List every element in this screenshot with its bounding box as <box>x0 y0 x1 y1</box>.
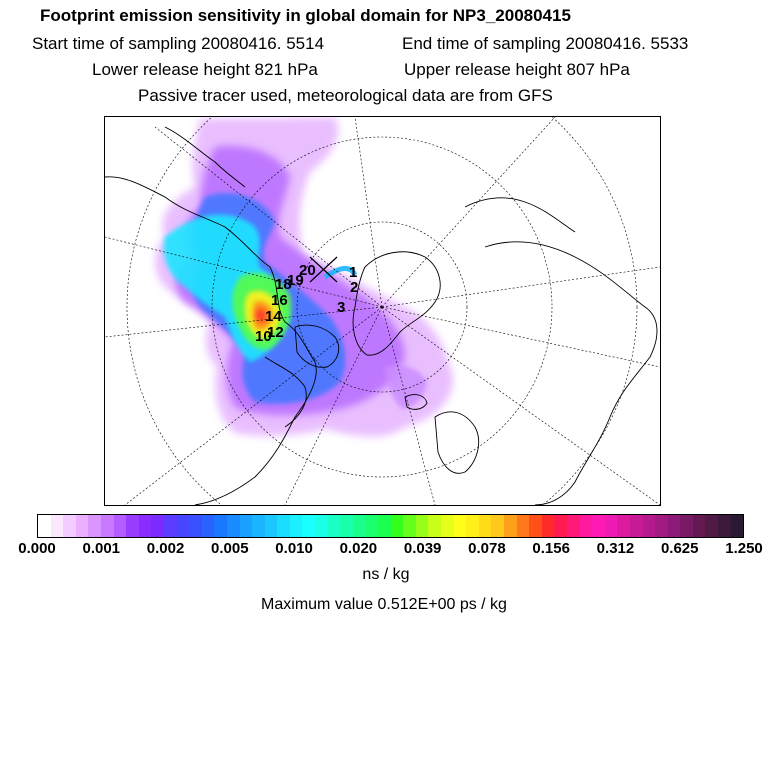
colorbar-swatch <box>76 515 89 537</box>
colorbar-swatch <box>378 515 391 537</box>
trajectory-label-3: 3 <box>337 299 346 316</box>
colorbar-unit-label: ns / kg <box>362 566 410 583</box>
map-panel <box>104 116 661 506</box>
colorbar-swatch <box>240 515 253 537</box>
colorbar-swatch <box>164 515 177 537</box>
colorbar-swatch <box>302 515 315 537</box>
colorbar-swatch <box>731 515 744 537</box>
maximum-value-label: Maximum value 0.512E+00 ps / kg <box>261 596 507 613</box>
colorbar-swatch <box>315 515 328 537</box>
colorbar-swatch <box>365 515 378 537</box>
colorbar-swatch <box>605 515 618 537</box>
coastline-siberia <box>465 198 575 232</box>
trajectory-label-18: 18 <box>275 276 292 293</box>
start-time-label: Start time of sampling 20080416. 5514 <box>32 34 325 53</box>
colorbar-tick-label: 0.078 <box>468 540 506 557</box>
colorbar-swatch <box>479 515 492 537</box>
colorbar-swatch <box>189 515 202 537</box>
colorbar-swatch <box>592 515 605 537</box>
map-title: Footprint emission sensitivity in global domain for NP3_20080415 <box>40 6 571 25</box>
colorbar-swatch <box>680 515 693 537</box>
colorbar-swatch <box>151 515 164 537</box>
colorbar-swatch <box>340 515 353 537</box>
colorbar-swatch <box>542 515 555 537</box>
colorbar-swatch <box>51 515 64 537</box>
colorbar-swatch <box>391 515 404 537</box>
colorbar-swatch <box>441 515 454 537</box>
upper-release-height-label: Upper release height 807 hPa <box>404 60 630 79</box>
colorbar <box>37 514 744 538</box>
trajectory-label-2: 2 <box>350 279 359 296</box>
colorbar-swatch <box>643 515 656 537</box>
colorbar-tick-label: 0.010 <box>275 540 313 557</box>
colorbar-swatch <box>504 515 517 537</box>
colorbar-tick-label: 0.625 <box>660 540 699 557</box>
colorbar-swatch <box>38 515 51 537</box>
trajectory-label-1: 1 <box>349 264 358 281</box>
trajectory-label-10: 10 <box>255 328 272 345</box>
meridian-line <box>355 117 382 307</box>
colorbar-swatch <box>277 515 290 537</box>
colorbar-swatch <box>517 515 530 537</box>
colorbar-swatch <box>416 515 429 537</box>
colorbar-swatch <box>693 515 706 537</box>
colorbar-swatch <box>630 515 643 537</box>
colorbar-tick-label: 0.001 <box>82 540 121 557</box>
colorbar-swatch <box>668 515 681 537</box>
colorbar-swatch <box>126 515 139 537</box>
trajectory-label-20: 20 <box>299 262 316 279</box>
trajectory-label-14: 14 <box>265 308 282 325</box>
colorbar-swatch <box>617 515 630 537</box>
colorbar-tick-label: 0.039 <box>403 540 442 557</box>
colorbar-swatch <box>718 515 731 537</box>
colorbar-tick-label: 0.312 <box>596 540 635 557</box>
colorbar-tick-label: 0.020 <box>339 540 378 557</box>
colorbar-swatch <box>328 515 341 537</box>
colorbar-swatch <box>252 515 265 537</box>
colorbar-swatch <box>63 515 76 537</box>
colorbar-swatch <box>529 515 542 537</box>
colorbar-tick-label: 1.250 <box>725 540 763 557</box>
colorbar-swatch <box>227 515 240 537</box>
colorbar-swatch <box>265 515 278 537</box>
coastline-scandinavia <box>435 412 479 474</box>
colorbar-swatch <box>101 515 114 537</box>
colorbar-swatch <box>580 515 593 537</box>
colorbar-swatch <box>202 515 215 537</box>
colorbar-swatch <box>114 515 127 537</box>
end-time-label: End time of sampling 20080416. 5533 <box>402 34 689 53</box>
colorbar-swatch <box>567 515 580 537</box>
meridian-line <box>382 117 555 307</box>
trajectory-label-16: 16 <box>271 292 288 309</box>
meridian-line <box>382 267 660 307</box>
colorbar-swatch <box>214 515 227 537</box>
colorbar-swatch <box>290 515 303 537</box>
colorbar-swatch <box>353 515 366 537</box>
colorbar-swatch <box>139 515 152 537</box>
colorbar-swatch <box>428 515 441 537</box>
footprint-map <box>105 117 660 505</box>
trajectory-label-19: 19 <box>287 272 304 289</box>
colorbar-swatch <box>655 515 668 537</box>
lower-release-height-label: Lower release height 821 hPa <box>92 60 318 79</box>
colorbar-tick-label: 0.005 <box>211 540 249 557</box>
colorbar-tick-label: 0.000 <box>18 540 56 557</box>
colorbar-swatch <box>454 515 467 537</box>
colorbar-swatch <box>403 515 416 537</box>
colorbar-tick-label: 0.156 <box>532 540 570 557</box>
tracer-info-label: Passive tracer used, meteorological data are from GFS <box>138 86 553 105</box>
coastline-eurasia <box>485 242 657 505</box>
colorbar-swatch <box>705 515 718 537</box>
colorbar-swatch <box>554 515 567 537</box>
colorbar-swatch <box>466 515 479 537</box>
trajectory-label-12: 12 <box>267 324 284 341</box>
colorbar-swatch <box>177 515 190 537</box>
colorbar-tick-label: 0.002 <box>146 540 185 557</box>
colorbar-swatch <box>491 515 504 537</box>
colorbar-swatch <box>88 515 101 537</box>
